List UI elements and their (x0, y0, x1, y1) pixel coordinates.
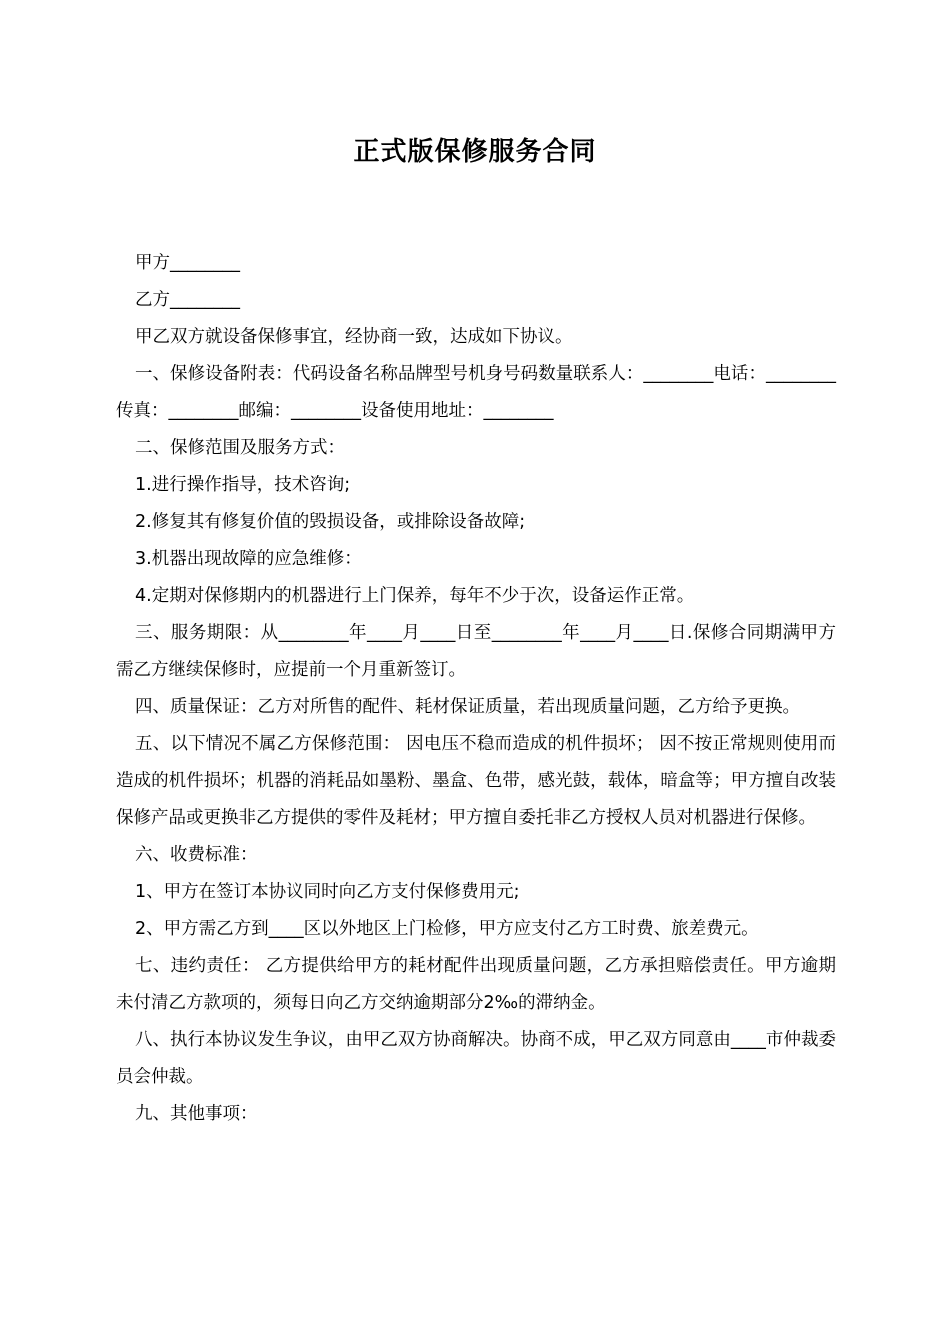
party-b-line: 乙方________ (135, 290, 240, 310)
document-title: 正式版保修服务合同 (353, 137, 597, 167)
document-body (116, 245, 836, 1133)
clause-2-item-3: 3.机器出现故障的应急维修： (135, 549, 362, 569)
clause-2-item-1: 1.进行操作指导，技术咨询; (135, 475, 351, 495)
clause-4-quality: 四、质量保证：乙方对所售的配件、耗材保证质量，若出现质量问题，乙方给予更换。 (135, 697, 800, 717)
clause-6-item-2: 2、甲方需乙方到____区以外地区上门检修，甲方应支付乙方工时费、旅差费元。 (135, 919, 759, 939)
agreement-intro: 甲乙双方就设备保修事宜，经协商一致，达成如下协议。 (135, 327, 573, 347)
clause-6-item-1: 1、甲方在签订本协议同时向乙方支付保修费用元; (135, 882, 520, 902)
clause-2-item-2: 2.修复其有修复价值的毁损设备，或排除设备故障; (135, 512, 526, 532)
clause-6-heading: 六、收费标准： (135, 845, 258, 865)
party-a-line: 甲方________ (135, 253, 240, 273)
clause-2-item-4: 4.定期对保修期内的机器进行上门保养，每年不少于次，设备运作正常。 (135, 586, 695, 606)
clause-5-exclusions: 五、以下情况不属乙方保修范围： 因电压不稳而造成的机件损坏； 因不按正常规则使用而造成的机件损坏；机器的消耗品如墨粉、墨盒、色带，感光鼓，载体，暗盒等；甲方擅自改装保修产品或更换非乙方提供的零件及耗材；甲方擅自委托非乙方授权人员对机器进行保修。 (116, 734, 836, 828)
clause-3-term: 三、服务期限：从________年____月____日至________年____月____日.保修合同期满甲方需乙方继续保修时，应提前一个月重新签订。 (116, 623, 836, 680)
clause-1-equipment: 一、保修设备附表：代码设备名称品牌型号机身号码数量联系人：________电话：________传真：________邮编：________设备使用地址：________ (116, 364, 836, 421)
clause-7-liability: 七、违约责任： 乙方提供给甲方的耗材配件出现质量问题，乙方承担赔偿责任。甲方逾期未付清乙方款项的，须每日向乙方交纳逾期部分2‰的滞纳金。 (116, 956, 836, 1013)
clause-2-heading: 二、保修范围及服务方式： (135, 438, 345, 458)
clause-9-other: 九、其他事项： (135, 1104, 258, 1124)
clause-8-disputes: 八、执行本协议发生争议，由甲乙双方协商解决。协商不成，甲乙双方同意由____市仲裁委员会仲裁。 (116, 1030, 836, 1087)
